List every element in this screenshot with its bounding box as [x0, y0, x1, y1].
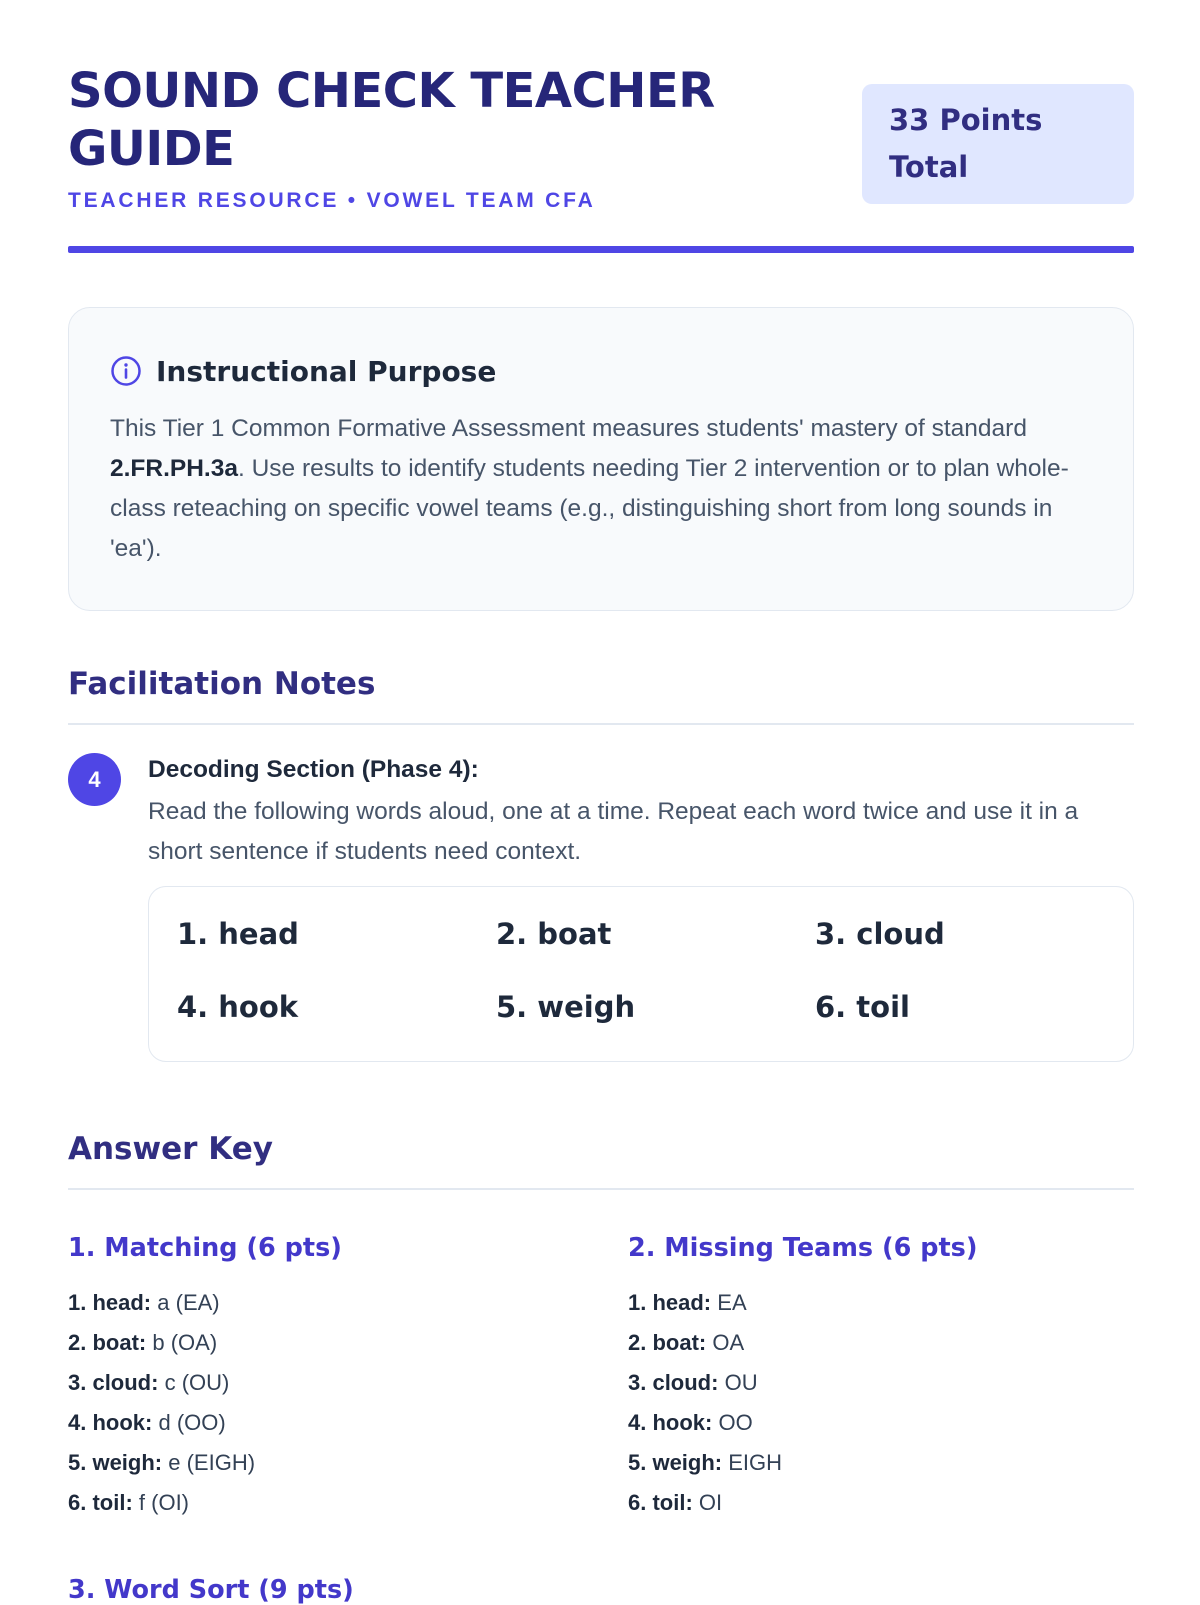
decoding-word: 1. head	[177, 917, 299, 951]
answer-label: 6. toil:	[68, 1490, 133, 1515]
points-label: Total	[889, 150, 969, 184]
answer-value: OU	[724, 1370, 758, 1395]
answer-value: c (OU)	[164, 1370, 230, 1395]
answer-label: 1. head:	[628, 1290, 712, 1315]
word-sort-section-title: 3. Word Sort (9 pts)	[68, 1575, 354, 1605]
answer-value: OA	[712, 1330, 745, 1355]
purpose-text-start: This Tier 1 Common Formative Assessment measures students' mastery of standard	[110, 415, 1027, 442]
answer-label: 5. weigh:	[628, 1450, 723, 1475]
answer-line	[628, 1323, 1128, 1363]
purpose-text	[110, 409, 1093, 569]
answer-label: 3. cloud:	[68, 1370, 159, 1395]
answer-section-title: 2. Missing Teams (6 pts)	[628, 1233, 978, 1263]
points-value: 33 Points	[889, 103, 1043, 137]
decoding-word: 2. boat	[496, 917, 612, 951]
answer-value: e (EIGH)	[168, 1450, 256, 1475]
decoding-word: 4. hook	[177, 990, 299, 1024]
answer-value: EA	[717, 1290, 747, 1315]
answer-key-missing-teams	[628, 1233, 1128, 1523]
answer-value: f (OI)	[138, 1490, 190, 1515]
purpose-header	[110, 353, 1093, 389]
answer-label: 1. head:	[68, 1290, 152, 1315]
answer-label: 5. weigh:	[68, 1450, 163, 1475]
answer-line	[628, 1483, 1128, 1523]
answer-value: a (EA)	[157, 1290, 220, 1315]
decoding-word: 5. weigh	[496, 990, 636, 1024]
answer-line	[68, 1443, 568, 1483]
step-title: Decoding Section (Phase 4):	[148, 756, 479, 783]
answer-value: EIGH	[728, 1450, 783, 1475]
answer-value: OI	[698, 1490, 723, 1515]
answer-key-divider	[68, 1188, 1134, 1190]
answer-line	[68, 1283, 568, 1323]
step-description: Read the following words aloud, one at a time. Repeat each word twice and use it in a short sentence if students need context.	[148, 798, 1079, 865]
answer-line	[628, 1443, 1128, 1483]
answer-line	[628, 1283, 1128, 1323]
answer-label: 4. hook:	[628, 1410, 713, 1435]
answer-value: OO	[718, 1410, 753, 1435]
answer-label: 2. boat:	[68, 1330, 147, 1355]
teacher-guide-page	[68, 0, 1134, 1605]
answer-key-heading: Answer Key	[68, 1131, 273, 1167]
points-total-badge	[862, 84, 1134, 204]
purpose-title: Instructional Purpose	[156, 354, 497, 388]
decoding-word: 6. toil	[815, 990, 910, 1024]
page-title: SOUND CHECK TEACHER GUIDE	[68, 63, 715, 177]
answer-key-matching	[68, 1233, 568, 1523]
answer-line	[68, 1323, 568, 1363]
step-number-badge: 4	[68, 753, 121, 806]
purpose-text-end: . Use results to identify students needing Tier 2 intervention or to plan whole-class reteaching on specific vowel teams (e.g., distinguishing short from long sounds in 'ea').	[110, 455, 1069, 562]
page-subtitle: TEACHER RESOURCE • VOWEL TEAM CFA	[68, 189, 596, 212]
standard-code: 2.FR.PH.3a	[110, 455, 238, 482]
decoding-word: 3. cloud	[815, 917, 945, 951]
answer-section-title: 1. Matching (6 pts)	[68, 1233, 342, 1263]
decoding-word-list	[148, 886, 1134, 1062]
answer-line	[68, 1483, 568, 1523]
info-icon	[110, 355, 142, 387]
answer-label: 3. cloud:	[628, 1370, 719, 1395]
header-divider	[68, 246, 1134, 253]
answer-label: 2. boat:	[628, 1330, 707, 1355]
answer-line	[628, 1363, 1128, 1403]
answer-line	[628, 1403, 1128, 1443]
answer-label: 4. hook:	[68, 1410, 153, 1435]
answer-value: d (OO)	[158, 1410, 226, 1435]
header	[68, 0, 1134, 252]
facilitation-notes-heading: Facilitation Notes	[68, 666, 376, 702]
answer-label: 6. toil:	[628, 1490, 693, 1515]
answer-value: b (OA)	[152, 1330, 218, 1355]
answer-line	[68, 1363, 568, 1403]
answer-line	[68, 1403, 568, 1443]
facilitation-divider	[68, 723, 1134, 725]
instructional-purpose-card	[68, 307, 1134, 611]
